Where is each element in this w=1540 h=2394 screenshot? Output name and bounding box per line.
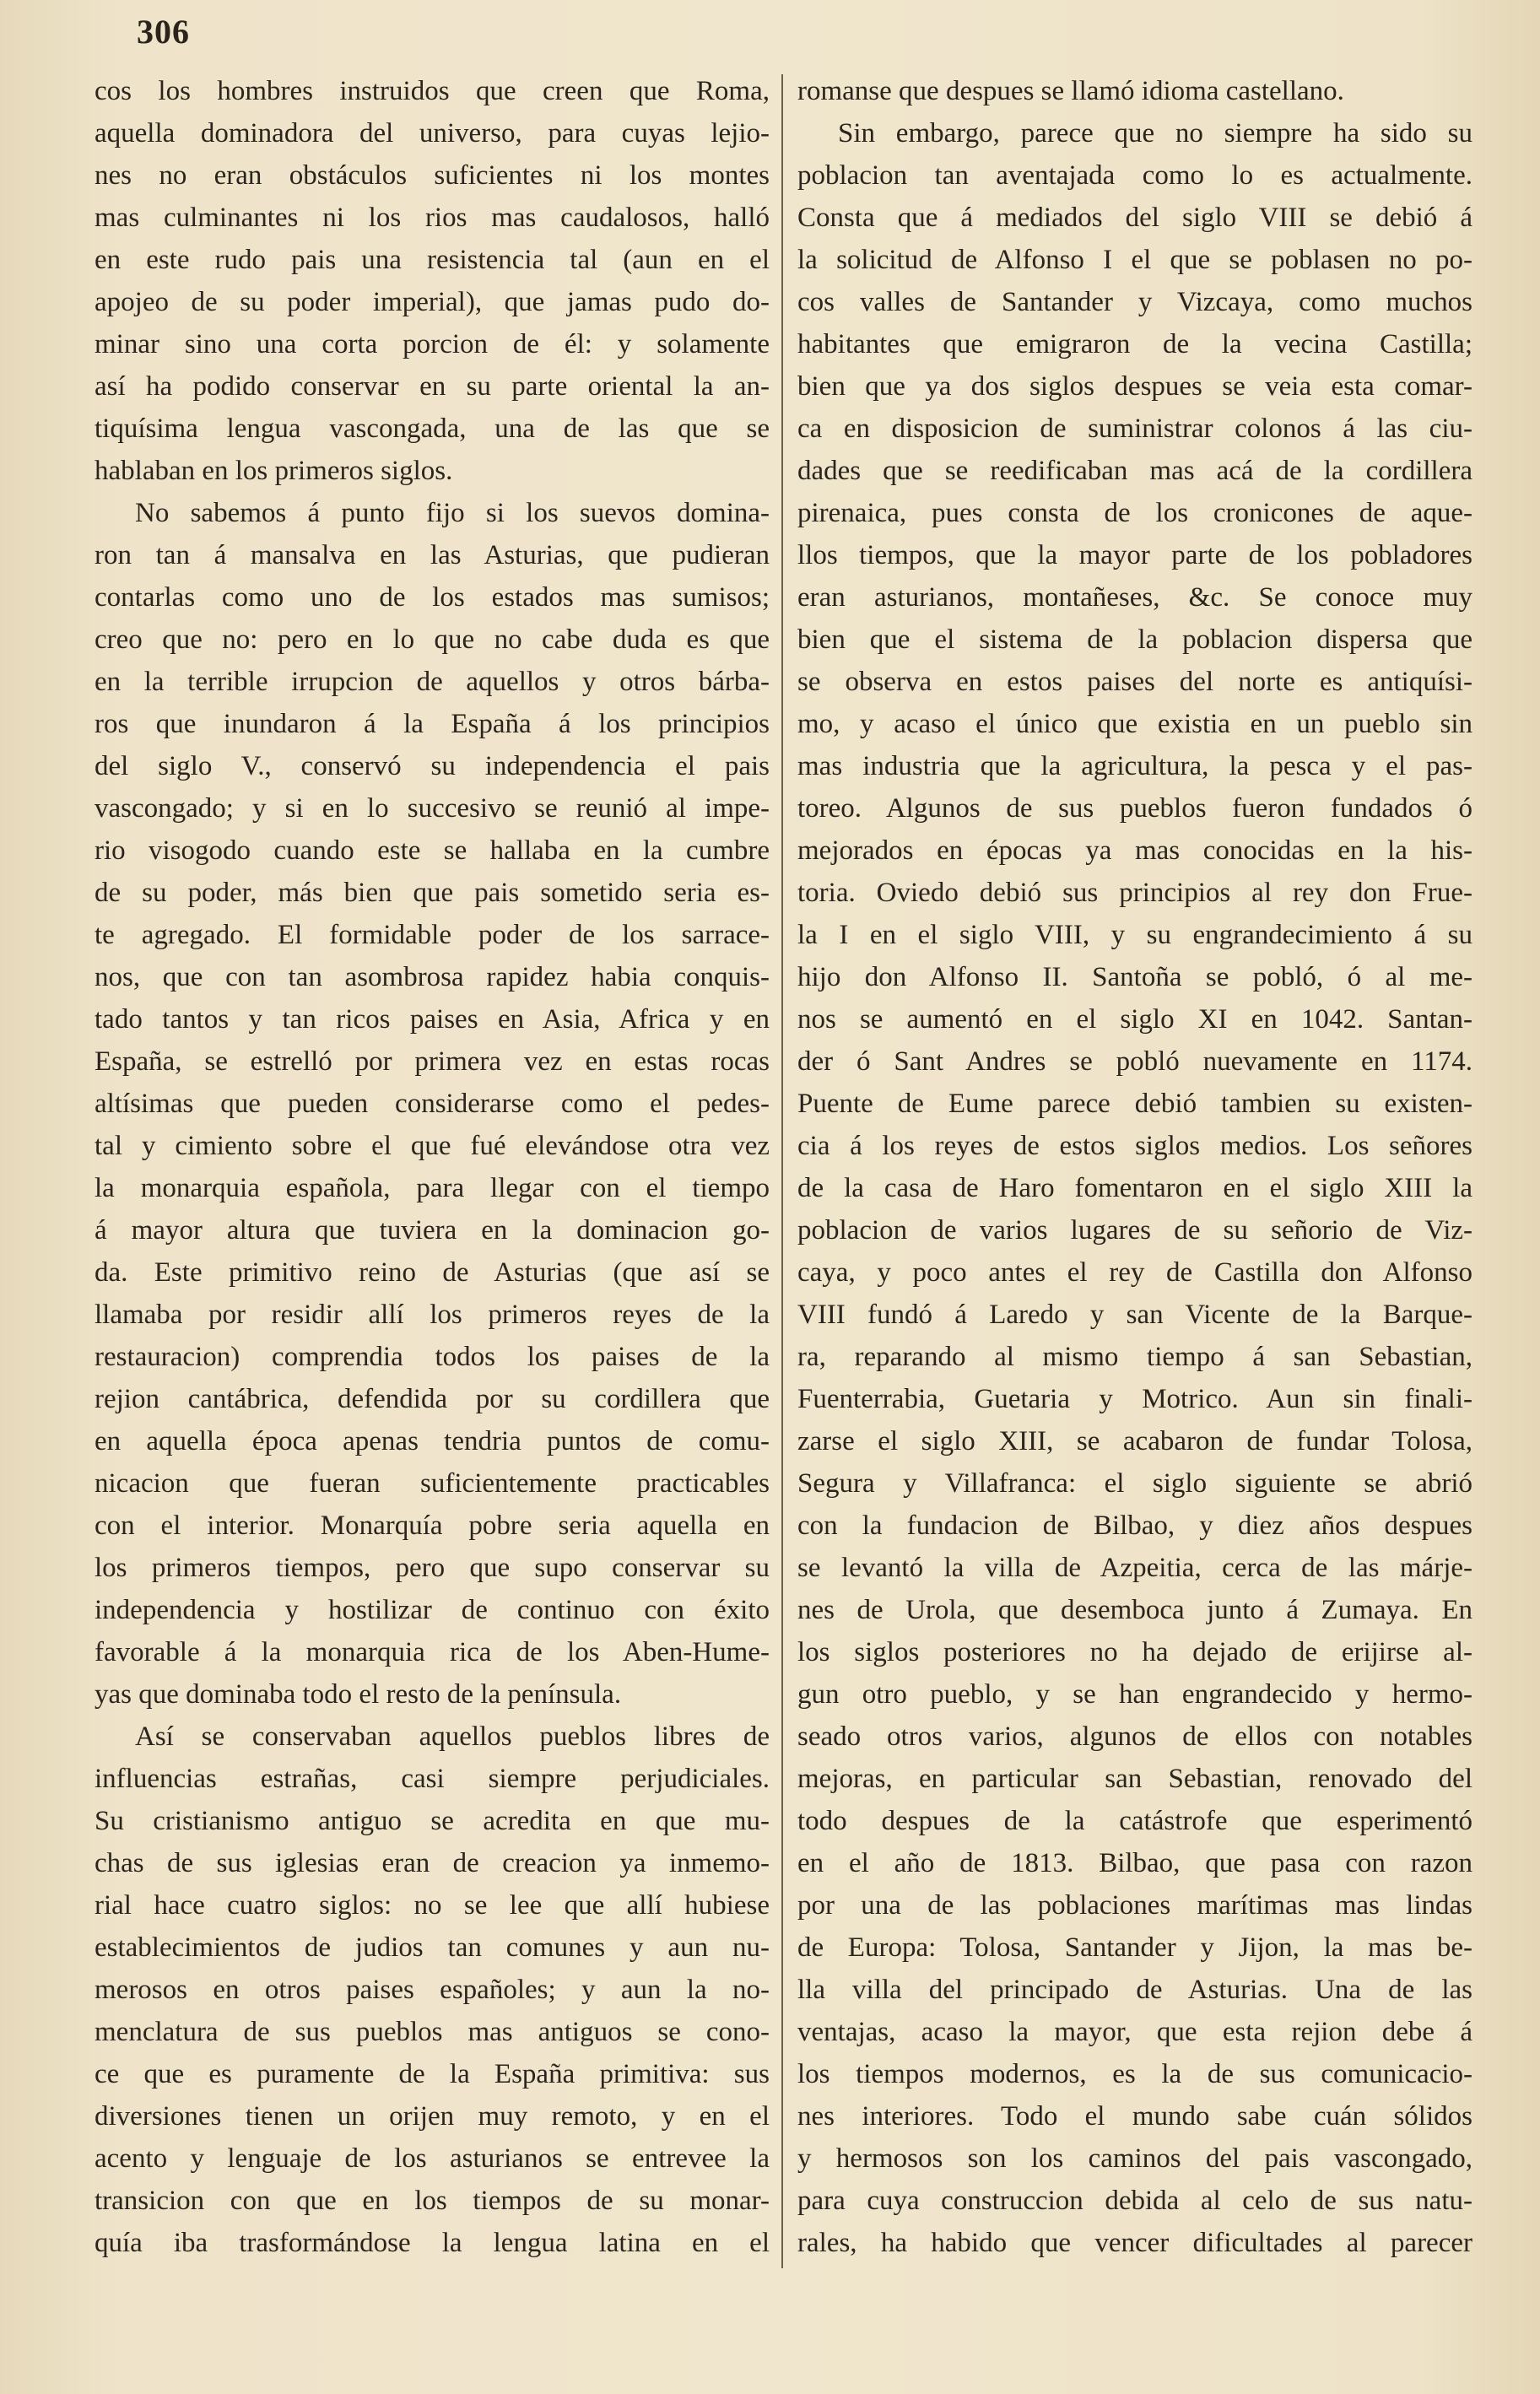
text-line: establecimientos de judios tan comunes y aun nu-	[95, 1932, 770, 1963]
text-line: ros que inundaron á la España á los principios	[95, 709, 770, 739]
right-text-column	[797, 70, 1472, 2264]
text-line: lla villa del principado de Asturias. Una de las	[797, 1975, 1472, 2005]
text-line: diversiones tienen un orijen muy remoto, y en el	[95, 2101, 770, 2132]
text-line: la I en el siglo VIII, y su engrandecimiento á su	[797, 920, 1472, 950]
text-line: rejion cantábrica, defendida por su cordillera que	[95, 1384, 770, 1414]
text-line: en este rudo pais una resistencia tal (aun en el	[95, 245, 770, 275]
text-line: yas que dominaba todo el resto de la península.	[95, 1679, 622, 1710]
text-line: caya, y poco antes el rey de Castilla don Alfonso	[797, 1257, 1472, 1288]
text-line: Consta que á mediados del siglo VIII se debió á	[797, 203, 1472, 233]
text-line: bien que ya dos siglos despues se veia esta comar-	[797, 371, 1472, 402]
text-line: VIII fundó á Laredo y san Vicente de la Barque-	[797, 1300, 1472, 1330]
text-line: España, se estrelló por primera vez en estas rocas	[95, 1046, 770, 1077]
text-line: dades que se reedificaban mas acá de la cordillera	[797, 456, 1472, 486]
text-line: acento y lenguaje de los asturianos se entrevee la	[95, 2143, 770, 2174]
text-line: rales, ha habido que vencer dificultades al parecer	[797, 2228, 1472, 2258]
text-line: quía iba trasformándose la lengua latina en el	[95, 2228, 770, 2258]
text-line: contarlas como uno de los estados mas sumisos;	[95, 582, 770, 613]
text-line: creo que no: pero en lo que no cabe duda es que	[95, 624, 770, 655]
text-line: No sabemos á punto fijo si los suevos domina-	[135, 498, 770, 528]
text-line: menclatura de sus pueblos mas antiguos se cono-	[95, 2017, 770, 2047]
text-line: en aquella época apenas tendria puntos de comu-	[95, 1426, 770, 1456]
text-line: eran asturianos, montañeses, &c. Se conoce muy	[797, 582, 1472, 613]
text-line: con la fundacion de Bilbao, y diez años despues	[797, 1510, 1472, 1541]
text-line: tiquísima lengua vascongada, una de las que se	[95, 413, 770, 444]
left-text-column	[95, 70, 770, 2264]
text-line: ce que es puramente de la España primitiva: sus	[95, 2059, 770, 2089]
text-line: der ó Sant Andres se pobló nuevamente en 1174.	[797, 1046, 1472, 1077]
text-line: altísimas que pueden considerarse como el pedes-	[95, 1089, 770, 1119]
text-line: llos tiempos, que la mayor parte de los pobladores	[797, 540, 1472, 570]
text-line: de Europa: Tolosa, Santander y Jijon, la mas be-	[797, 1932, 1472, 1963]
text-line: rio visogodo cuando este se hallaba en la cumbre	[95, 835, 770, 866]
text-line: minar sino una corta porcion de él: y solamente	[95, 329, 770, 359]
text-line: ron tan á mansalva en las Asturias, que pudieran	[95, 540, 770, 570]
text-line: Puente de Eume parece debió tambien su existen-	[797, 1089, 1472, 1119]
text-line: los primeros tiempos, pero que supo conservar su	[95, 1553, 770, 1583]
text-line: cos valles de Santander y Vizcaya, como muchos	[797, 287, 1472, 317]
text-line: zarse el siglo XIII, se acabaron de fundar Tolosa,	[797, 1426, 1472, 1456]
text-line: independencia y hostilizar de continuo con éxito	[95, 1595, 770, 1625]
text-line: Fuenterrabia, Guetaria y Motrico. Aun sin finali-	[797, 1384, 1472, 1414]
text-line: aquella dominadora del universo, para cuyas lejio-	[95, 118, 770, 149]
text-line: romanse que despues se llamó idioma castellano.	[797, 76, 1344, 106]
text-line: todo despues de la catástrofe que esperimentó	[797, 1806, 1472, 1836]
text-line: Así se conservaban aquellos pueblos libres de	[135, 1721, 770, 1752]
text-line: chas de sus iglesias eran de creacion ya inmemo-	[95, 1848, 770, 1878]
text-line: con el interior. Monarquía pobre seria aquella en	[95, 1510, 770, 1541]
text-line: se observa en estos paises del norte es antiquísi-	[797, 667, 1472, 697]
text-line: en la terrible irrupcion de aquellos y otros bárba-	[95, 667, 770, 697]
text-line: la solicitud de Alfonso I el que se poblasen no po-	[797, 245, 1472, 275]
text-line: nes interiores. Todo el mundo sabe cuán sólidos	[797, 2101, 1472, 2132]
text-line: nicacion que fueran suficientemente practicables	[95, 1468, 770, 1499]
text-line: de su poder, más bien que pais sometido seria es-	[95, 878, 770, 908]
text-line: poblacion de varios lugares de su señorio de Viz-	[797, 1215, 1472, 1246]
text-line: del siglo V., conservó su independencia el pais	[95, 751, 770, 781]
text-line: ventajas, acaso la mayor, que esta rejion debe á	[797, 2017, 1472, 2047]
text-line: favorable á la monarquia rica de los Aben-Hume-	[95, 1637, 770, 1667]
text-line: mejorados en épocas ya mas conocidas en la his-	[797, 835, 1472, 866]
text-line: pirenaica, pues consta de los cronicones de aque-	[797, 498, 1472, 528]
text-line: vascongado; y si en lo succesivo se reunió al impe-	[95, 793, 770, 824]
text-line: por una de las poblaciones marítimas mas lindas	[797, 1890, 1472, 1921]
text-line: se levantó la villa de Azpeitia, cerca de las márje-	[797, 1553, 1472, 1583]
text-line: restauracion) comprendia todos los paises de la	[95, 1342, 770, 1372]
text-line: da. Este primitivo reino de Asturias (que así se	[95, 1257, 770, 1288]
text-line: merosos en otros paises españoles; y aun la no-	[95, 1975, 770, 2005]
text-line: cia á los reyes de estos siglos medios. Los señores	[797, 1131, 1472, 1161]
text-line: poblacion tan aventajada como lo es actualmente.	[797, 160, 1472, 191]
text-line: transicion con que en los tiempos de su monar-	[95, 2186, 770, 2216]
text-line: mas culminantes ni los rios mas caudalosos, halló	[95, 203, 770, 233]
text-line: toreo. Algunos de sus pueblos fueron fundados ó	[797, 793, 1472, 824]
text-line: tal y cimiento sobre el que fué elevándose otra vez	[95, 1131, 770, 1161]
text-line: nos se aumentó en el siglo XI en 1042. Santan-	[797, 1004, 1472, 1035]
text-line: nes no eran obstáculos suficientes ni los montes	[95, 160, 770, 191]
text-line: ca en disposicion de suministrar colonos á las ciu-	[797, 413, 1472, 444]
text-line: gun otro pueblo, y se han engrandecido y hermo-	[797, 1679, 1472, 1710]
text-line: hablaban en los primeros siglos.	[95, 456, 453, 486]
text-line: hijo don Alfonso II. Santoña se pobló, ó al me-	[797, 962, 1472, 992]
text-line: bien que el sistema de la poblacion dispersa que	[797, 624, 1472, 655]
text-line: mas industria que la agricultura, la pesca y el pas-	[797, 751, 1472, 781]
text-line: en el año de 1813. Bilbao, que pasa con razon	[797, 1848, 1472, 1878]
text-line: los tiempos modernos, es la de sus comunicacio-	[797, 2059, 1472, 2089]
text-line: apojeo de su poder imperial), que jamas pudo do-	[95, 287, 770, 317]
text-line: rial hace cuatro siglos: no se lee que allí hubiese	[95, 1890, 770, 1921]
text-line: te agregado. El formidable poder de los sarrace-	[95, 920, 770, 950]
text-line: la monarquia española, para llegar con el tiempo	[95, 1173, 770, 1203]
column-divider	[781, 74, 783, 2268]
text-line: así ha podido conservar en su parte oriental la an-	[95, 371, 770, 402]
text-line: ra, reparando al mismo tiempo á san Sebastian,	[797, 1342, 1472, 1372]
text-line: mo, y acaso el único que existia en un pueblo sin	[797, 709, 1472, 739]
text-line: para cuya construccion debida al celo de sus natu-	[797, 2186, 1472, 2216]
text-line: Segura y Villafranca: el siglo siguiente se abrió	[797, 1468, 1472, 1499]
text-line: seado otros varios, algunos de ellos con notables	[797, 1721, 1472, 1752]
text-line: á mayor altura que tuviera en la dominacion go-	[95, 1215, 770, 1246]
text-line: cos los hombres instruidos que creen que Roma,	[95, 76, 770, 106]
text-line: habitantes que emigraron de la vecina Castilla;	[797, 329, 1472, 359]
text-line: nes de Urola, que desemboca junto á Zumaya. En	[797, 1595, 1472, 1625]
text-line: tado tantos y tan ricos paises en Asia, Africa y en	[95, 1004, 770, 1035]
text-line: de la casa de Haro fomentaron en el siglo XIII la	[797, 1173, 1472, 1203]
page-number: 306	[137, 13, 190, 51]
text-line: Su cristianismo antiguo se acredita en que mu-	[95, 1806, 770, 1836]
text-line: llamaba por residir allí los primeros reyes de la	[95, 1300, 770, 1330]
text-line: toria. Oviedo debió sus principios al rey don Frue-	[797, 878, 1472, 908]
text-line: los siglos posteriores no ha dejado de erijirse al-	[797, 1637, 1472, 1667]
text-line: y hermosos son los caminos del pais vascongado,	[797, 2143, 1472, 2174]
text-line: mejoras, en particular san Sebastian, renovado del	[797, 1764, 1472, 1794]
text-line: influencias estrañas, casi siempre perjudiciales.	[95, 1764, 770, 1794]
text-line: nos, que con tan asombrosa rapidez habia conquis-	[95, 962, 770, 992]
text-line: Sin embargo, parece que no siempre ha sido su	[838, 118, 1472, 149]
